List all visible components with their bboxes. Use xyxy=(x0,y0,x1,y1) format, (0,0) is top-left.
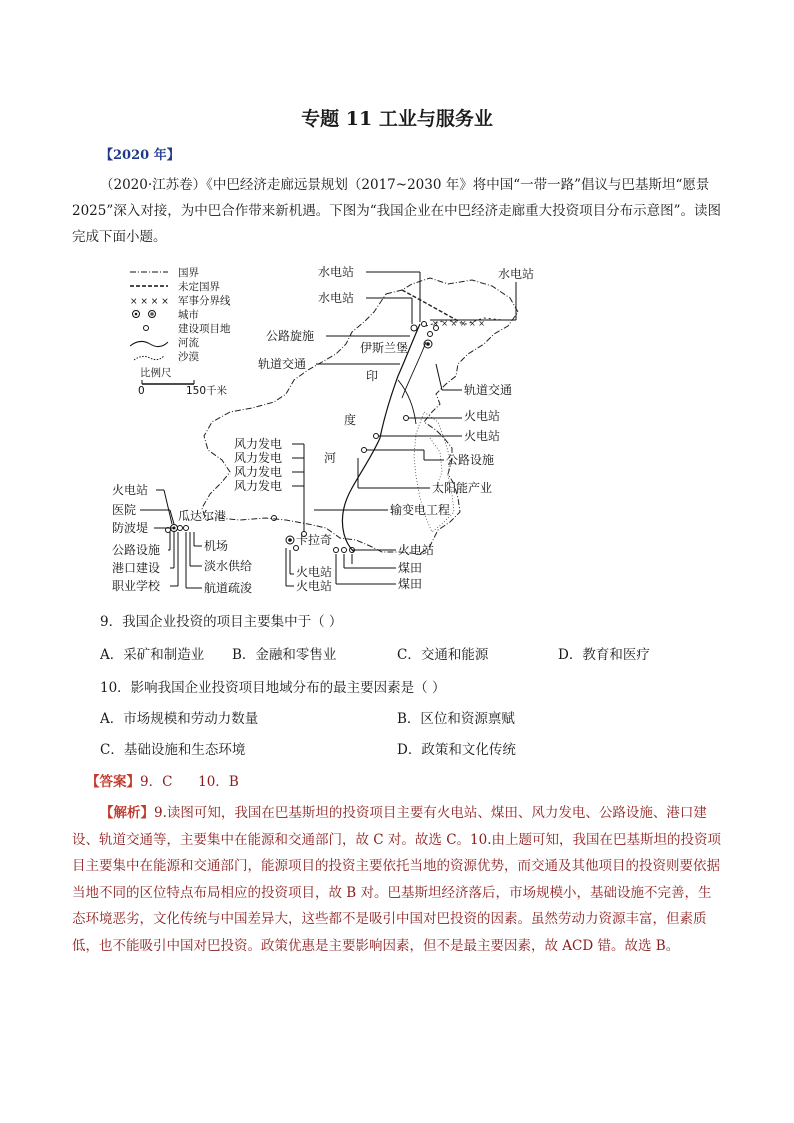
q9-option-b: B．金融和零售业 xyxy=(232,647,337,663)
label-s-thermal: 火电站 xyxy=(398,543,435,557)
label-road-2: 公路设施 xyxy=(446,453,495,467)
label-hydro-1: 水电站 xyxy=(318,265,355,279)
q10-option-d: D．政策和文化传统 xyxy=(397,742,516,758)
indus-river xyxy=(342,324,420,552)
river-label-1: 印 xyxy=(366,369,379,383)
label-g-airport: 机场 xyxy=(204,539,229,553)
label-wind-2: 风力发电 xyxy=(234,451,283,465)
city-islamabad: 伊斯兰堡 xyxy=(360,341,409,355)
legend-national-border: 国界 xyxy=(178,267,199,279)
label-g-school: 职业学校 xyxy=(112,579,161,593)
label-g-road: 公路设施 xyxy=(112,543,161,557)
year-tag: 【2020 年】 xyxy=(100,148,180,163)
legend-military-line: 军事分界线 xyxy=(178,295,231,307)
label-k-thermal-1: 火电站 xyxy=(296,565,333,579)
answer-text: 9．C 10．B xyxy=(140,774,239,790)
label-g-thermal: 火电站 xyxy=(112,483,149,497)
legend-river: 河流 xyxy=(178,337,199,349)
label-thermal-1: 火电站 xyxy=(464,409,501,423)
legend-undefined-border: 未定国界 xyxy=(178,281,220,293)
label-g-water: 淡水供给 xyxy=(204,559,253,573)
svg-text:× × × × × ×: × × × × × × xyxy=(432,319,485,328)
analysis-text: 9.读图可知，我国在巴基斯坦的投资项目主要有火电站、煤田、风力发电、公路设施、港口建设、轨道交通等，主要集中在能源和交通部门，故 C 对。故选 C。10.由上题可知，我国在巴基斯坦的投资项目主要集中在能源和交通部门，能源项目的投资主要依托当地的资源优势，而交通及其他项目的投资则要依据当地不同的区位特点布局相应的投资项目，故 B 对。巴基斯坦经济落后，市场规模小，基础设施不完善，生态环境恶劣，文化传统与中国差异大，这些都不是吸引中国对巴投资的因素。虽然劳动力资源丰富，但素质低，也不能吸引中国对巴投资。政策优惠是主要影响因素，但不是最主要因素，故 ACD 错。故选 B。 xyxy=(72,805,722,954)
q9-stem: 9．我国企业投资的项目主要集中于（ ） xyxy=(100,614,343,630)
legend-project-site: 建设项目地 xyxy=(178,323,231,335)
q9-option-d: D．教育和医疗 xyxy=(558,647,650,663)
cpec-map xyxy=(90,262,570,602)
label-thermal-2: 火电站 xyxy=(464,429,501,443)
label-k-thermal-2: 火电站 xyxy=(296,579,333,593)
city-karachi: 卡拉奇 xyxy=(296,533,333,547)
q10-stem: 10．影响我国企业投资项目地域分布的最主要因素是（ ） xyxy=(100,680,446,696)
answer-label: 【答案】 xyxy=(86,774,140,790)
label-g-channel: 航道疏浚 xyxy=(204,581,253,595)
label-transmission: 输变电工程 xyxy=(390,503,451,517)
label-hydro-3: 水电站 xyxy=(498,267,535,281)
legend-scale-end: 150千米 xyxy=(186,385,228,397)
label-g-hospital: 医院 xyxy=(112,503,137,517)
analysis-block xyxy=(72,800,724,959)
legend-scale-title: 比例尺 xyxy=(140,367,172,379)
label-hydro-2: 水电站 xyxy=(318,291,355,305)
river-label-2: 度 xyxy=(344,413,357,427)
label-rail-2: 轨道交通 xyxy=(464,383,513,397)
city-gwadar: 瓜达尔港 xyxy=(178,509,227,523)
river-label-3: 河 xyxy=(324,451,337,465)
label-wind-4: 风力发电 xyxy=(234,479,283,493)
legend-desert: 沙漠 xyxy=(178,351,199,363)
label-coal-1: 煤田 xyxy=(398,561,423,575)
q10-option-c: C．基础设施和生态环境 xyxy=(100,742,246,758)
label-g-port: 港口建设 xyxy=(112,561,161,575)
legend-city: 城市 xyxy=(178,309,199,321)
q10-option-a: A．市场规模和劳动力数量 xyxy=(100,711,259,727)
legend-scale-start: 0 xyxy=(138,385,145,397)
label-solar: 太阳能产业 xyxy=(432,481,493,495)
answer-line xyxy=(86,770,239,790)
q9-option-a: A．采矿和制造业 xyxy=(100,647,205,663)
label-wind-3: 风力发电 xyxy=(234,465,283,479)
q10-option-b: B．区位和资源禀赋 xyxy=(397,711,515,727)
label-coal-2: 煤田 xyxy=(398,577,423,591)
question-intro: （2020·江苏卷）《中巴经济走廊远景规划（2017~2030 年》将中国“一带一路”倡议与巴基斯坦“愿景 2025”深入对接，为中巴合作带来新机遇。下图为“我国企业在中巴经济走廊重大投资项目分布示意图”。读图完成下面小题。 xyxy=(72,177,722,245)
label-wind-1: 风力发电 xyxy=(234,437,283,451)
label-rail-1: 轨道交通 xyxy=(258,357,307,371)
map-legend xyxy=(130,267,231,397)
svg-text:× × × ×: × × × × xyxy=(130,297,169,307)
q9-option-c: C．交通和能源 xyxy=(397,647,489,663)
label-g-dam: 防波堤 xyxy=(112,521,149,535)
page-title: 专题 11 工业与服务业 xyxy=(301,108,493,130)
analysis-label: 【解析】 xyxy=(100,805,154,821)
label-road-1: 公路旋施 xyxy=(266,329,315,343)
